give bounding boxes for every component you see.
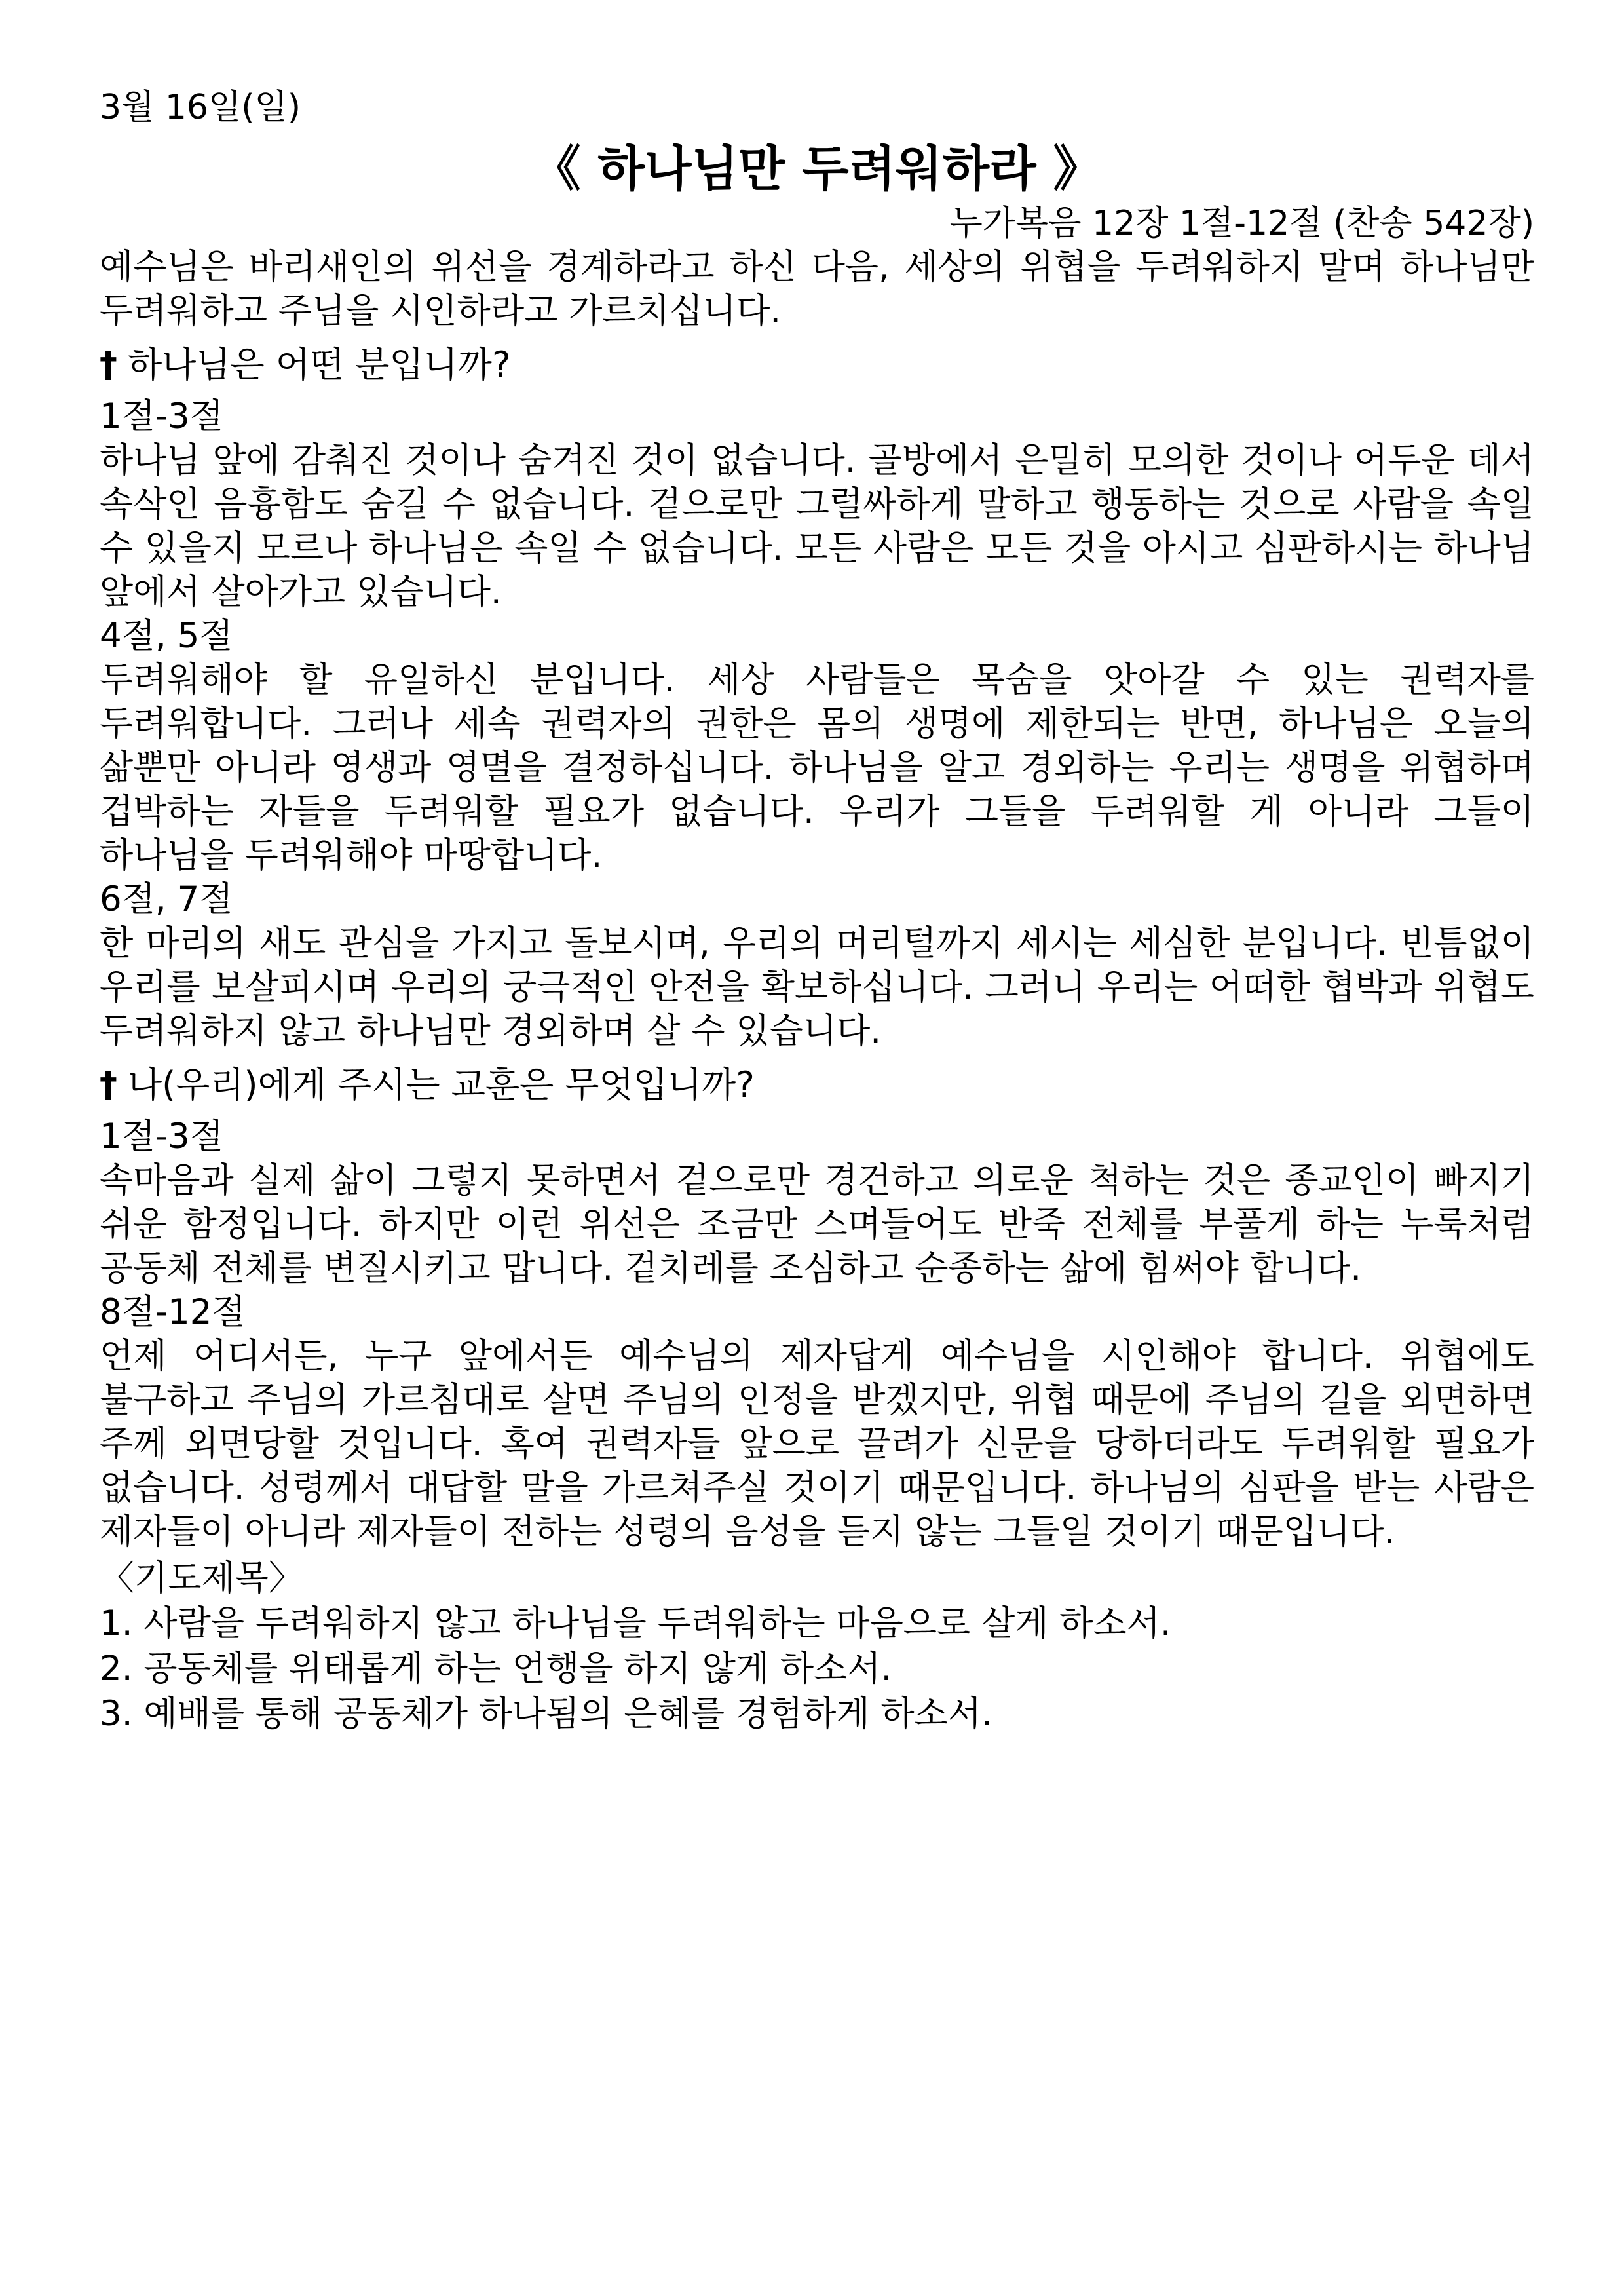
verse-paragraph: 속마음과 실제 삶이 그렇지 못하면서 겉으로만 경건하고 의로운 척하는 것은 종교인이 빠지기 쉬운 함정입니다. 하지만 이런 위선은 조금만 스며들어도 반죽 전체를 부풀게 하는 누룩처럼 공동체 전체를 변질시키고 맙니다. 겉치레를 조심하고 순종하는 삶에 힘써야 합니다. [100, 1160, 1534, 1288]
section-heading-text: 하나님은 어떤 분입니까? [128, 344, 511, 385]
prayer-section [100, 1556, 1534, 1736]
prayer-list [100, 1601, 1534, 1736]
verse-label: 1절-3절 [100, 1117, 223, 1157]
verse-paragraph: 두려워해야 할 유일하신 분입니다. 세상 사람들은 목숨을 앗아갈 수 있는 권력자를 두려워합니다. 그러나 세속 권력자의 권한은 몸의 생명에 제한되는 반면, 하나님은 오늘의 삶뿐만 아니라 영생과 영멸을 결정하십니다. 하나님을 알고 경외하는 우리는 생명을 위협하며 겁박하는 자들을 두려워할 필요가 없습니다. 우리가 그들을 두려워할 게 아니라 그들이 하나님을 두려워해야 마땅합니다. [100, 660, 1534, 875]
intro-paragraph: 예수님은 바리새인의 위선을 경계하라고 하신 다음, 세상의 위협을 두려워하지 말며 하나님만 두려워하고 주님을 시인하라고 가르치십니다. [100, 247, 1534, 331]
section-lesson-for-us [100, 1062, 1534, 1554]
scripture-reference: 누가복음 12장 1절-12절 (찬송 542장) [949, 204, 1534, 243]
devotional-page [100, 84, 1534, 1736]
verse-label: 8절-12절 [100, 1292, 246, 1332]
date-label: 3월 16일(일) [100, 88, 301, 127]
section-heading [100, 342, 1534, 388]
verse-paragraph: 언제 어디서든, 누구 앞에서든 예수님의 제자답게 예수님을 시인해야 합니다. 위협에도 불구하고 주님의 가르침대로 살면 주님의 인정을 받겠지만, 위협 때문에 주님의 길을 외면하면 주께 외면당할 것입니다. 혹여 권력자들 앞으로 끌려가 신문을 당하더라도 두려워할 필요가 없습니다. 성령께서 대답할 말을 가르쳐주실 것이기 때문입니다. 하나님의 심판을 받는 사람은 제자들이 아니라 제자들이 전하는 성령의 음성을 듣지 않는 그들일 것이기 때문입니다. [100, 1336, 1534, 1552]
prayer-item: 3. 예배를 통해 공동체가 하나됨의 은혜를 경험하게 하소서. [100, 1694, 992, 1734]
cross-icon: † [100, 1064, 117, 1105]
prayer-item: 2. 공동체를 위태롭게 하는 언행을 하지 않게 하소서. [100, 1649, 892, 1689]
verse-label: 6절, 7절 [100, 879, 233, 919]
cross-icon: † [100, 344, 117, 385]
section-heading-text: 나(우리)에게 주시는 교훈은 무엇입니까? [128, 1064, 755, 1105]
verse-label: 4절, 5절 [100, 616, 233, 656]
section-heading [100, 1062, 1534, 1108]
section-who-is-god [100, 342, 1534, 1053]
prayer-item: 1. 사람을 두려워하지 않고 하나님을 두려워하는 마음으로 살게 하소서. [100, 1603, 1171, 1643]
verse-label: 1절-3절 [100, 396, 223, 436]
verse-paragraph: 하나님 앞에 감춰진 것이나 숨겨진 것이 없습니다. 골방에서 은밀히 모의한 것이나 어두운 데서 속삭인 음흉함도 숨길 수 없습니다. 겉으로만 그럴싸하게 말하고 행동하는 것으로 사람을 속일 수 있을지 모르나 하나님은 속일 수 없습니다. 모든 사람은 모든 것을 아시고 심판하시는 하나님 앞에서 살아가고 있습니다. [100, 440, 1534, 612]
verse-paragraph: 한 마리의 새도 관심을 가지고 돌보시며, 우리의 머리털까지 세시는 세심한 분입니다. 빈틈없이 우리를 보살피시며 우리의 궁극적인 안전을 확보하십니다. 그러니 우리는 어떠한 협박과 위협도 두려워하지 않고 하나님만 경외하며 살 수 있습니다. [100, 923, 1534, 1051]
prayer-title: 〈기도제목〉 [100, 1558, 303, 1598]
page-title: 《 하나님만 두려워하라 》 [532, 141, 1102, 197]
